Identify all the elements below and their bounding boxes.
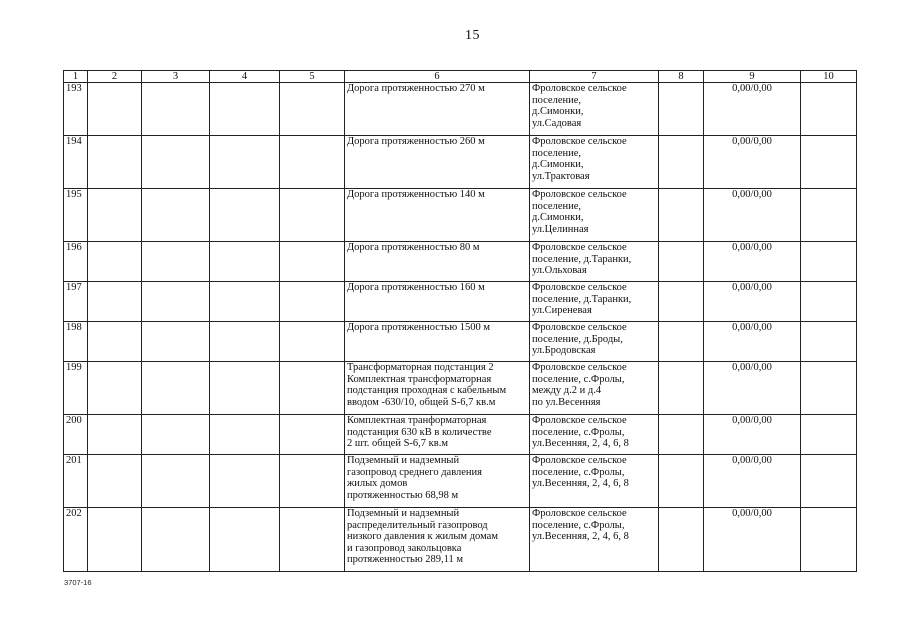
address-cell: Фроловское сельское поселение, с.Фролы, ул.Весенняя, 2, 4, 6, 8	[530, 508, 659, 572]
property-register-table	[63, 70, 857, 572]
table-row	[64, 83, 857, 136]
empty-cell	[142, 362, 210, 415]
empty-cell	[659, 508, 704, 572]
address-cell: Фроловское сельское поселение, с.Фролы, ул.Весенняя, 2, 4, 6, 8	[530, 455, 659, 508]
empty-cell	[88, 455, 142, 508]
empty-cell	[659, 415, 704, 455]
column-number-header: 5	[280, 71, 345, 83]
empty-cell	[88, 136, 142, 189]
empty-cell	[88, 508, 142, 572]
empty-cell	[801, 508, 857, 572]
empty-cell	[280, 455, 345, 508]
empty-cell	[210, 508, 280, 572]
table-row	[64, 242, 857, 282]
table-row	[64, 508, 857, 572]
value-cell: 0,00/0,00	[704, 455, 801, 508]
empty-cell	[210, 322, 280, 362]
row-number: 196	[64, 242, 88, 282]
address-cell: Фроловское сельское поселение, с.Фролы, между д.2 и д.4 по ул.Весенняя	[530, 362, 659, 415]
empty-cell	[280, 136, 345, 189]
empty-cell	[210, 415, 280, 455]
empty-cell	[142, 83, 210, 136]
address-cell: Фроловское сельское поселение, д.Симонки, ул.Садовая	[530, 83, 659, 136]
value-cell: 0,00/0,00	[704, 322, 801, 362]
column-number-header: 3	[142, 71, 210, 83]
empty-cell	[88, 189, 142, 242]
empty-cell	[210, 136, 280, 189]
address-cell: Фроловское сельское поселение, д.Броды, ул.Бродовская	[530, 322, 659, 362]
empty-cell	[801, 136, 857, 189]
address-cell: Фроловское сельское поселение, д.Симонки, ул.Трактовая	[530, 136, 659, 189]
table-row	[64, 415, 857, 455]
empty-cell	[88, 242, 142, 282]
column-number-header: 6	[345, 71, 530, 83]
empty-cell	[659, 362, 704, 415]
empty-cell	[88, 282, 142, 322]
empty-cell	[142, 508, 210, 572]
empty-cell	[142, 136, 210, 189]
empty-cell	[142, 282, 210, 322]
table-row	[64, 136, 857, 189]
row-number: 193	[64, 83, 88, 136]
empty-cell	[659, 322, 704, 362]
empty-cell	[659, 189, 704, 242]
document-code: 3707-16	[64, 578, 92, 587]
empty-cell	[280, 189, 345, 242]
object-name-cell: Дорога протяженностью 160 м	[345, 282, 530, 322]
column-number-header: 4	[210, 71, 280, 83]
column-number-header: 9	[704, 71, 801, 83]
empty-cell	[210, 189, 280, 242]
value-cell: 0,00/0,00	[704, 242, 801, 282]
address-cell: Фроловское сельское поселение, с.Фролы, ул.Весенняя, 2, 4, 6, 8	[530, 415, 659, 455]
row-number: 197	[64, 282, 88, 322]
empty-cell	[280, 415, 345, 455]
object-name-cell: Дорога протяженностью 140 м	[345, 189, 530, 242]
empty-cell	[142, 455, 210, 508]
value-cell: 0,00/0,00	[704, 508, 801, 572]
empty-cell	[142, 189, 210, 242]
column-number-header: 7	[530, 71, 659, 83]
address-cell: Фроловское сельское поселение, д.Таранки, ул.Сиреневая	[530, 282, 659, 322]
object-name-cell: Подземный и надземный распределительный газопровод низкого давления к жилым домам и газопровод закольцовка протяженностью 289,11 м	[345, 508, 530, 572]
empty-cell	[659, 282, 704, 322]
empty-cell	[801, 362, 857, 415]
empty-cell	[801, 322, 857, 362]
table-row	[64, 282, 857, 322]
column-number-header: 8	[659, 71, 704, 83]
value-cell: 0,00/0,00	[704, 415, 801, 455]
empty-cell	[88, 415, 142, 455]
empty-cell	[801, 189, 857, 242]
empty-cell	[142, 322, 210, 362]
empty-cell	[142, 242, 210, 282]
empty-cell	[88, 322, 142, 362]
empty-cell	[659, 83, 704, 136]
page-number: 15	[465, 28, 480, 43]
object-name-cell: Дорога протяженностью 80 м	[345, 242, 530, 282]
table-row	[64, 189, 857, 242]
address-cell: Фроловское сельское поселение, д.Симонки, ул.Целинная	[530, 189, 659, 242]
empty-cell	[659, 136, 704, 189]
value-cell: 0,00/0,00	[704, 136, 801, 189]
empty-cell	[280, 362, 345, 415]
empty-cell	[88, 362, 142, 415]
column-number-header-row	[64, 71, 857, 83]
object-name-cell: Подземный и надземный газопровод среднего давления жилых домов протяженностью 68,98 м	[345, 455, 530, 508]
address-cell: Фроловское сельское поселение, д.Таранки, ул.Ольховая	[530, 242, 659, 282]
empty-cell	[210, 242, 280, 282]
column-number-header: 10	[801, 71, 857, 83]
empty-cell	[280, 242, 345, 282]
empty-cell	[801, 415, 857, 455]
empty-cell	[659, 455, 704, 508]
row-number: 194	[64, 136, 88, 189]
object-name-cell: Дорога протяженностью 1500 м	[345, 322, 530, 362]
empty-cell	[280, 508, 345, 572]
object-name-cell: Дорога протяженностью 260 м	[345, 136, 530, 189]
object-name-cell: Комплектная транформаторная подстанция 630 кВ в количестве 2 шт. общей S-6,7 кв.м	[345, 415, 530, 455]
empty-cell	[210, 362, 280, 415]
value-cell: 0,00/0,00	[704, 362, 801, 415]
empty-cell	[801, 242, 857, 282]
row-number: 202	[64, 508, 88, 572]
empty-cell	[659, 242, 704, 282]
column-number-header: 2	[88, 71, 142, 83]
empty-cell	[210, 83, 280, 136]
empty-cell	[142, 415, 210, 455]
empty-cell	[280, 282, 345, 322]
value-cell: 0,00/0,00	[704, 189, 801, 242]
value-cell: 0,00/0,00	[704, 282, 801, 322]
empty-cell	[801, 83, 857, 136]
table-row	[64, 455, 857, 508]
row-number: 200	[64, 415, 88, 455]
table-row	[64, 362, 857, 415]
table-row	[64, 322, 857, 362]
row-number: 199	[64, 362, 88, 415]
empty-cell	[801, 282, 857, 322]
column-number-header: 1	[64, 71, 88, 83]
empty-cell	[88, 83, 142, 136]
empty-cell	[280, 83, 345, 136]
empty-cell	[210, 455, 280, 508]
empty-cell	[210, 282, 280, 322]
row-number: 198	[64, 322, 88, 362]
empty-cell	[801, 455, 857, 508]
value-cell: 0,00/0,00	[704, 83, 801, 136]
object-name-cell: Дорога протяженностью 270 м	[345, 83, 530, 136]
empty-cell	[280, 322, 345, 362]
object-name-cell: Трансформаторная подстанция 2 Комплектная трансформаторная подстанция проходная с кабельным вводом -630/10, общей S-6,7 кв.м	[345, 362, 530, 415]
row-number: 195	[64, 189, 88, 242]
row-number: 201	[64, 455, 88, 508]
